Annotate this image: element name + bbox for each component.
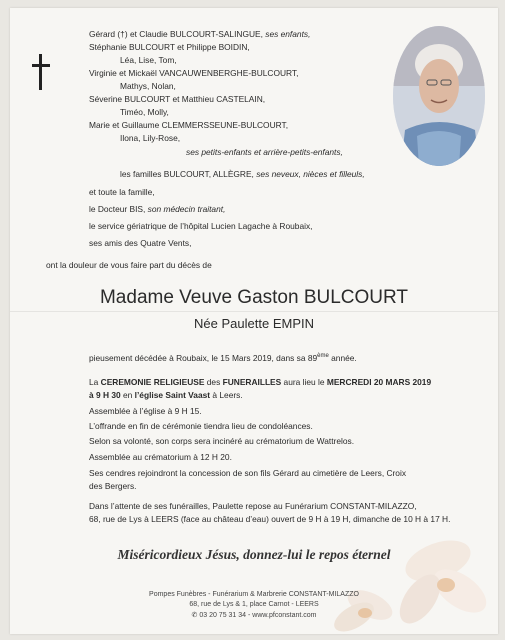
family-line-12: et toute la famille,	[89, 187, 155, 197]
ashes-line-1: Ses cendres rejoindront la concession de son fils Gérard au cimetière de Leers, Croix	[89, 468, 407, 478]
family-line-3: Léa, Lise, Tom,	[120, 55, 177, 65]
footer-company: Pompes Funèbres - Funérarium & Marbrerie CONSTANT-MILAZZO	[149, 591, 359, 598]
prayer-text: Miséricordieux Jésus, donnez-lui le repos éternel	[117, 547, 391, 562]
ceremony-line-1: La CEREMONIE RELIGIEUSE des FUNERAILLES aura lieu le MERCREDI 20 MARS 2019	[89, 377, 432, 387]
family-line-14: le service gériatrique de l’hôpital Lucien Lagache à Roubaix,	[89, 221, 313, 231]
deceased-name: Madame Veuve Gaston BULCOURT	[99, 287, 409, 308]
offering-note: L’offrande en fin de cérémonie tiendra lieu de condoléances.	[89, 421, 313, 431]
death-notice: pieusement décédée à Roubaix, le 15 Mars 2019, dans sa 89ème année.	[89, 353, 357, 363]
funerarium-line-1: Dans l’attente de ses funérailles, Paulette repose au Funérarium CONSTANT-MILAZZO,	[89, 501, 417, 511]
ashes-line-2: des Bergers.	[89, 481, 137, 491]
family-line-10: ses petits-enfants et arrière-petits-enfants,	[186, 147, 343, 157]
family-line-8: Marie et Guillaume CLEMMERSSEUNE-BULCOURT,	[89, 120, 289, 130]
paper-fold-line	[10, 311, 498, 312]
assembly-crematorium: Assemblée au crématorium à 12 H 20.	[89, 452, 232, 462]
funerarium-line-2: 68, rue de Lys à LEERS (face au château d’eau) ouvert de 9 H à 19 H, dimanche de 10 H à 17 H.	[89, 514, 451, 524]
cremation-note: Selon sa volonté, son corps sera incinéré au crématorium de Wattrelos.	[89, 436, 355, 446]
family-line-1: Gérard (†) et Claudie BULCOURT-SALINGUE, ses enfants,	[89, 29, 311, 39]
family-line-2: Stéphanie BULCOURT et Philippe BOIDIN,	[89, 42, 250, 52]
family-line-13: le Docteur BIS, son médecin traitant,	[89, 204, 226, 214]
phone-icon: ✆	[191, 612, 198, 619]
portrait-photo	[393, 26, 485, 166]
family-line-4: Virginie et Mickaël VANCAUWENBERGHE-BULCOURT,	[89, 68, 299, 78]
family-line-11: les familles BULCOURT, ALLÈGRE, ses neveux, nièces et filleuls,	[120, 169, 365, 179]
footer-contact: ✆ 03 20 75 31 34 - www.pfconstant.com	[191, 612, 317, 619]
cross-icon	[32, 54, 50, 90]
family-line-15: ses amis des Quatre Vents,	[89, 238, 192, 248]
intro-text: ont la douleur de vous faire part du décès de	[46, 260, 212, 270]
footer-address: 68, rue de Lys & 1, place Carnot - LEERS	[189, 601, 319, 608]
family-line-5: Mathys, Nolan,	[120, 81, 176, 91]
family-line-7: Timéo, Molly,	[120, 107, 169, 117]
family-line-6: Séverine BULCOURT et Matthieu CASTELAIN,	[89, 94, 266, 104]
assembly-church: Assemblée à l’église à 9 H 15.	[89, 406, 202, 416]
birth-name: Née Paulette EMPIN	[194, 316, 314, 331]
obituary-card	[10, 8, 498, 634]
family-line-9: Ilona, Lily-Rose,	[120, 133, 181, 143]
ceremony-line-2: à 9 H 30 en l’église Saint Vaast à Leers.	[89, 390, 243, 400]
